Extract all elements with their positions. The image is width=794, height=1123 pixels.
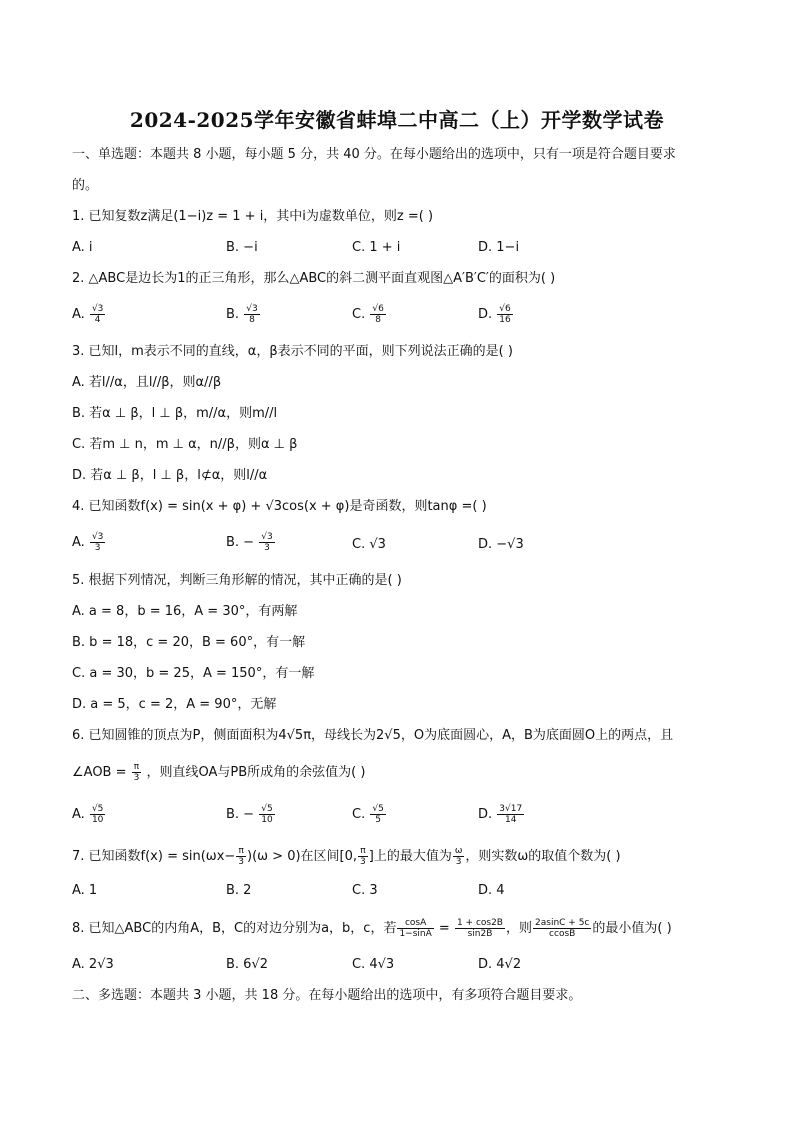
q1-option-a: A. i [72, 240, 93, 255]
q2-option-c-label: C. [352, 307, 366, 322]
q4-option-b-fraction: $\frac{√3}{3}$ [261, 532, 273, 553]
q8-equals: = [434, 921, 454, 936]
q4-option-a-label: A. [72, 535, 85, 550]
section1-heading-cont: 的。 [72, 178, 99, 193]
q4-option-a-fraction: $\frac{√3}{3}$ [91, 532, 104, 553]
q2-option-c-fraction: $\frac{√6}{8}$ [372, 304, 384, 325]
q6-stem-line1: 6. 已知圆锥的顶点为P，侧面面积为4√5π，母线长为2√5，O为底面圆心，A，B为底面圆O上的两点，且 [72, 728, 674, 743]
q8-option-d: D. 4√2 [478, 957, 522, 972]
q3-option-b: B. 若α ⊥ β，l ⊥ β，m//α，则m//l [72, 406, 278, 421]
q6-stem-tail: ，则直线OA与PB所成角的余弦值为( ) [146, 765, 366, 780]
q2-option-b-fraction: $\frac{√3}{8}$ [246, 304, 258, 325]
q3-option-d: D. 若α ⊥ β，l ⊥ β，l⊄α，则l//α [72, 468, 268, 483]
q7-stem-part1: 7. 已知函数f(x) = sin(ωx− [72, 849, 236, 864]
q2-stem: 2. △ABC是边长为1的正三角形，那么△ABC的斜二测平面直观图△A′B′C′的面积为( ) [72, 271, 556, 286]
q6-angle-text: ∠AOB = [72, 765, 127, 780]
q2-option-c [352, 304, 387, 325]
q8-option-b: B. 6√2 [226, 957, 269, 972]
q1-stem: 1. 已知复数z满足(1−i)z = 1 + i，其中i为虚数单位，则z =( ) [72, 209, 434, 224]
q6-option-a-label: A. [72, 807, 85, 822]
q5-option-c: C. a = 30，b = 25，A = 150°，有一解 [72, 666, 315, 681]
section1-heading: 一、单选题：本题共 8 小题，每小题 5 分，共 40 分。在每小题给出的选项中，只有一项是符合题目要求 [72, 147, 676, 162]
q7-option-d: D. 4 [478, 883, 505, 898]
q2-option-b [226, 304, 261, 325]
q6-stem-line2 [72, 762, 365, 783]
q6-option-d-label: D. [478, 807, 493, 822]
q4-option-a [72, 532, 106, 553]
q4-option-b-label: B. − [226, 535, 255, 550]
q2-option-a [72, 304, 106, 325]
q6-option-b [226, 804, 276, 825]
q6-angle-fraction: $\frac{\pi}{3}$ [133, 762, 140, 783]
q5-option-d: D. a = 5，c = 2，A = 90°，无解 [72, 697, 277, 712]
q6-option-d-fraction: $\frac{3√17}{14}$ [499, 804, 523, 825]
q8-stem [72, 918, 672, 939]
q5-option-a: A. a = 8，b = 16，A = 30°，有两解 [72, 604, 298, 619]
q6-option-c [352, 804, 387, 825]
q2-option-d [478, 304, 514, 325]
q7-option-c: C. 3 [352, 883, 378, 898]
q7-stem-part2: )(ω > 0)在区间[0, [247, 849, 358, 864]
q8-option-a: A. 2√3 [72, 957, 114, 972]
q7-stem [72, 846, 621, 867]
q3-stem: 3. 已知l，m表示不同的直线，α，β表示不同的平面，则下列说法正确的是( ) [72, 344, 513, 359]
q7-fraction-3: $\frac{\omega}{3}$ [454, 846, 463, 867]
q1-option-c: C. 1 + i [352, 240, 401, 255]
q8-stem-part3: 的最小值为( ) [592, 921, 672, 936]
q7-option-a: A. 1 [72, 883, 98, 898]
q4-stem: 4. 已知函数f(x) = sin(x + φ) + √3cos(x + φ)是奇函数，则tanφ =( ) [72, 499, 487, 514]
q2-option-a-fraction: $\frac{√3}{4}$ [91, 304, 104, 325]
q4-option-d: D. −√3 [478, 537, 524, 552]
q7-fraction-1: $\frac{\pi}{3}$ [238, 846, 245, 867]
exam-title: 2024-2025学年安徽省蚌埠二中高二（上）开学数学试卷 [129, 108, 665, 132]
q5-stem: 5. 根据下列情况，判断三角形解的情况，其中正确的是( ) [72, 573, 402, 588]
q6-option-d [478, 804, 525, 825]
q8-option-c: C. 4√3 [352, 957, 395, 972]
q6-option-c-label: C. [352, 807, 366, 822]
q4-option-c: C. √3 [352, 537, 386, 552]
q6-option-a [72, 804, 106, 825]
q8-stem-part2: ，则 [506, 921, 533, 936]
q7-stem-part3: ]上的最大值为 [368, 849, 452, 864]
q6-option-b-label: B. − [226, 807, 255, 822]
q8-fraction-3: $\frac{2asinC + 5c}{ccosB}$ [535, 918, 590, 939]
q8-fraction-2: $\frac{1 + \cos 2B}{\sin 2B}$ [456, 918, 503, 939]
q2-option-d-label: D. [478, 307, 493, 322]
q6-option-c-fraction: $\frac{√5}{5}$ [372, 804, 384, 825]
q7-stem-part4: ，则实数ω的取值个数为( ) [465, 849, 621, 864]
q3-option-a: A. 若l//α，且l//β，则α//β [72, 375, 222, 390]
q3-option-c: C. 若m ⊥ n，m ⊥ α，n//β，则α ⊥ β [72, 437, 298, 452]
q2-option-a-label: A. [72, 307, 85, 322]
q8-fraction-1: $\frac{\cos A}{1-\sin A}$ [399, 918, 432, 939]
q1-option-d: D. 1−i [478, 240, 520, 255]
q2-option-b-label: B. [226, 307, 240, 322]
q7-fraction-2: $\frac{\pi}{3}$ [360, 846, 366, 867]
q7-option-b: B. 2 [226, 883, 252, 898]
q6-option-a-fraction: $\frac{√5}{10}$ [91, 804, 104, 825]
q1-option-b: B. −i [226, 240, 258, 255]
q8-stem-part1: 8. 已知△ABC的内角A，B，C的对边分别为a，b，c，若 [72, 921, 397, 936]
q2-option-d-fraction: $\frac{√6}{16}$ [499, 304, 511, 325]
section2-heading: 二、多选题：本题共 3 小题，共 18 分。在每小题给出的选项中，有多项符合题目要求。 [72, 988, 582, 1003]
q4-option-b [226, 532, 276, 553]
q5-option-b: B. b = 18，c = 20，B = 60°，有一解 [72, 635, 306, 650]
q6-option-b-fraction: $\frac{√5}{10}$ [261, 804, 273, 825]
